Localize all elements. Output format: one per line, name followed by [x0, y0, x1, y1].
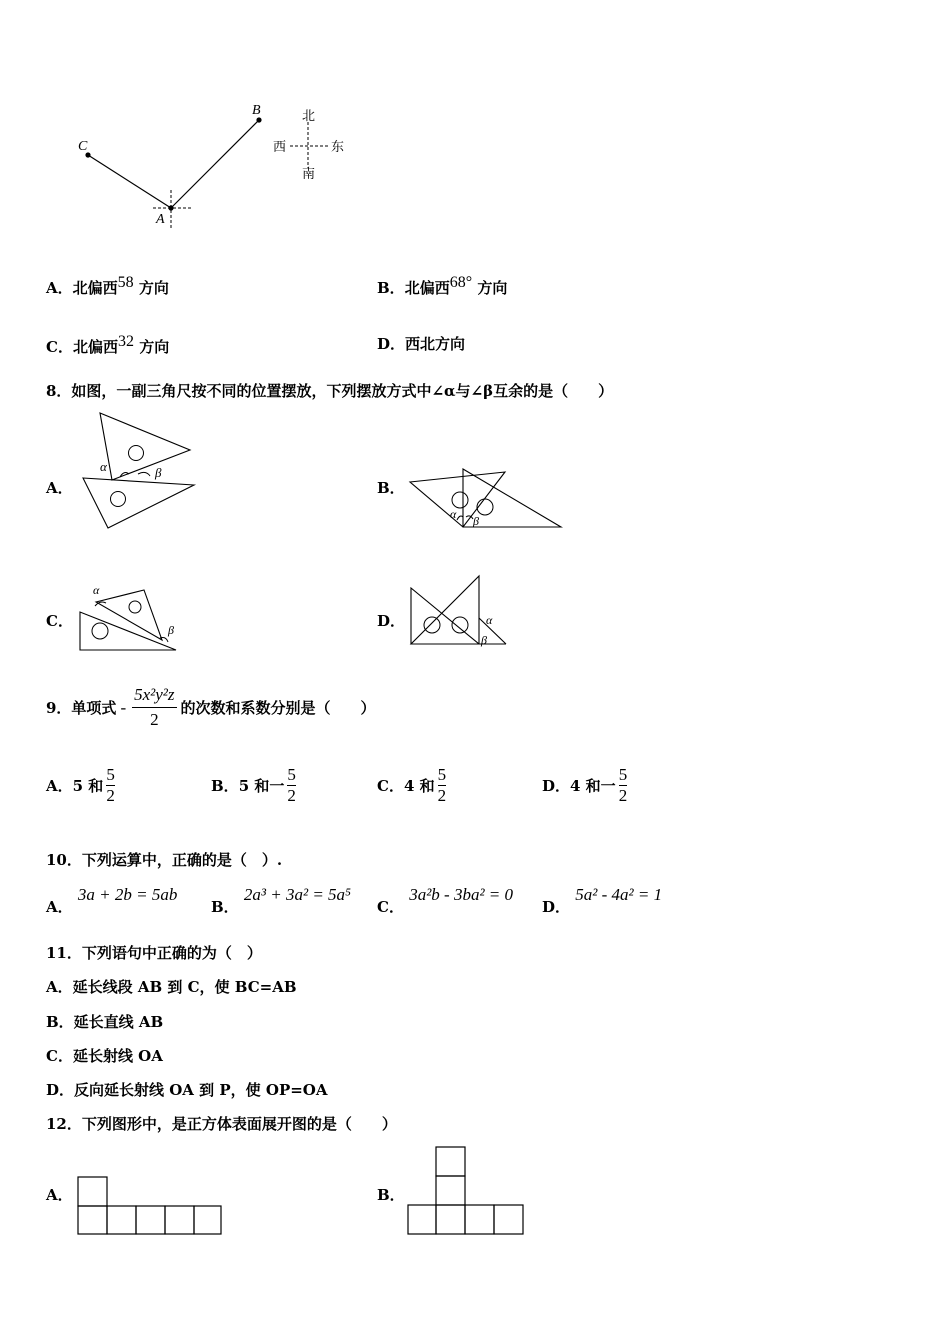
q11-stem: 11．下列语句中正确的为（ ）: [46, 944, 262, 962]
label-b: B: [252, 103, 261, 118]
point-a: [168, 205, 173, 210]
q11-option-a[interactable]: A．延长线段 AB 到 C，使 BC=AB: [46, 978, 297, 996]
compass-east: 东: [331, 139, 345, 154]
q9-option-c[interactable]: C． 4 和 $\frac{5}{2}$: [377, 765, 447, 805]
svg-text:β: β: [481, 633, 487, 647]
segment-ac: [88, 155, 171, 208]
q10-option-b[interactable]: B． 2a³ + 3a² = 5a⁵: [211, 885, 351, 916]
q10-option-d[interactable]: D． 5a² - 4a² = 1: [542, 885, 663, 916]
q8-option-d-label[interactable]: D．: [377, 612, 406, 630]
q8-option-b-label[interactable]: B．: [377, 479, 405, 497]
q12-net-a[interactable]: [77, 1176, 223, 1236]
q8-figure-d[interactable]: [408, 574, 513, 646]
svg-text:β: β: [168, 623, 174, 637]
q11-option-c[interactable]: C．延长射线 OA: [46, 1047, 163, 1065]
q7-option-d[interactable]: D．西北方向: [377, 335, 466, 353]
q9-fraction: $\frac{\text{5x²y²z}}{2}$: [134, 685, 175, 729]
q12-option-b-label[interactable]: B．: [377, 1186, 405, 1204]
q10-option-a[interactable]: A． 3a + 2b = 5ab: [46, 885, 178, 916]
q7-option-a[interactable]: A．北偏西$^{58}$ 方向: [46, 274, 169, 297]
svg-text:β: β: [155, 465, 162, 480]
q9-option-d[interactable]: D． 4 和一 $\frac{5}{2}$: [542, 765, 628, 805]
q11-option-d[interactable]: D．反向延长射线 OA 到 P，使 OP=OA: [46, 1081, 328, 1099]
compass-south: 南: [302, 166, 316, 181]
q8-option-c-label[interactable]: C．: [46, 612, 73, 630]
q8-stem: 8．如图，一副三角尺按不同的位置摆放，下列摆放方式中∠α与∠β互余的是（ ）: [46, 382, 614, 400]
q8-figure-c[interactable]: [78, 582, 188, 654]
svg-text:α: α: [100, 459, 107, 474]
compass-west: 西: [273, 139, 287, 154]
q9-stem: 9．单项式 - $\frac{\text{5x²y²z}}{2}$ 的次数和系数分别是（ ）: [46, 683, 376, 732]
compass-north: 北: [302, 108, 316, 123]
q8-figure-b[interactable]: [405, 465, 565, 535]
q8-option-a-label[interactable]: A．: [46, 479, 73, 497]
q12-net-b[interactable]: [407, 1146, 525, 1236]
q12-option-a-label[interactable]: A．: [46, 1186, 73, 1204]
q7-option-c[interactable]: C．北偏西$^{32}$ 方向: [46, 333, 170, 356]
q7-option-b[interactable]: B．北偏西$^{68^\circ}$ 方向: [377, 274, 508, 297]
q12-stem: 12．下列图形中，是正方体表面展开图的是（ ）: [46, 1115, 397, 1133]
segment-ab: [171, 120, 259, 208]
label-a: A: [156, 212, 165, 227]
svg-text:α: α: [93, 583, 100, 597]
q8-figure-a[interactable]: [80, 410, 200, 530]
point-b: [256, 117, 261, 122]
label-c: C: [78, 139, 88, 154]
svg-text:α: α: [450, 507, 457, 521]
q9-option-b[interactable]: B． 5 和一 $\frac{5}{2}$: [211, 765, 296, 805]
direction-diagram: [60, 95, 360, 235]
q11-option-b[interactable]: B．延长直线 AB: [46, 1013, 164, 1031]
q10-stem: 10．下列运算中，正确的是（ ）.: [46, 851, 283, 869]
q9-option-a[interactable]: A． 5 和 $\frac{5}{2}$: [46, 765, 115, 805]
q10-option-c[interactable]: C． 3a²b - 3ba² = 0: [377, 885, 514, 916]
svg-text:β: β: [473, 514, 479, 528]
svg-text:α: α: [486, 613, 493, 627]
